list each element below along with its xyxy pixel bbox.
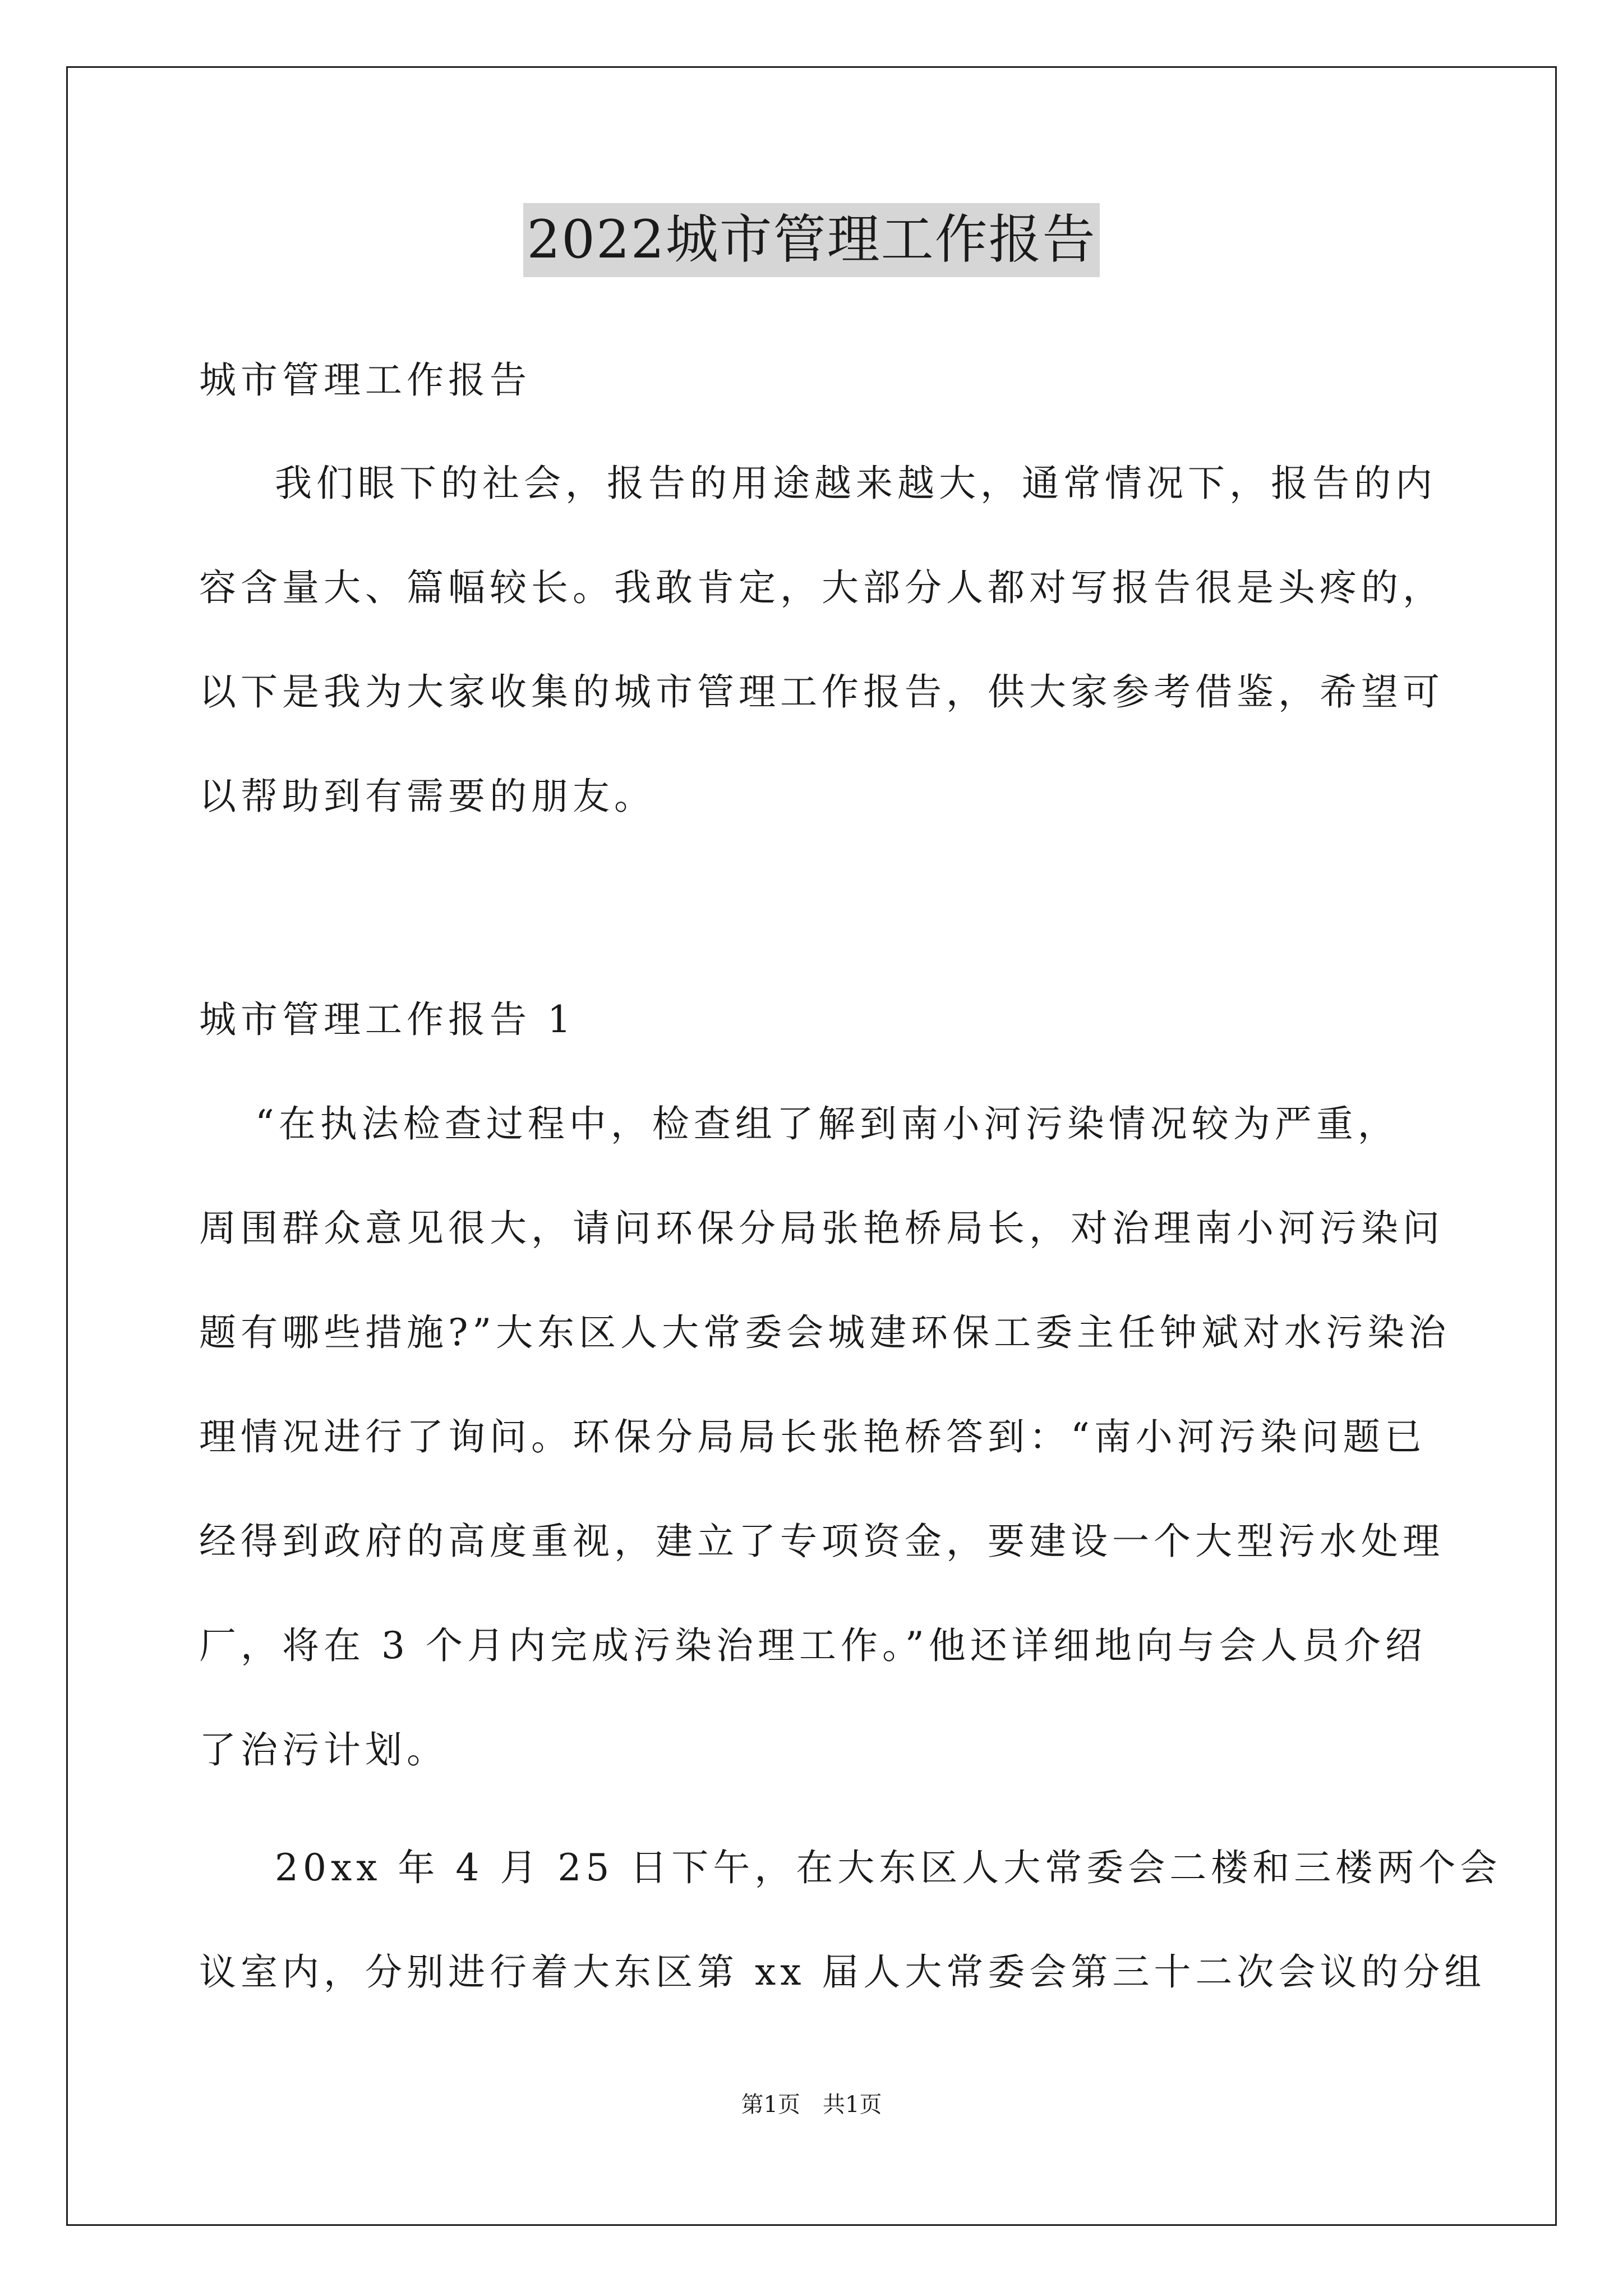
para2-line: 议室内，分别进行着大东区第 xx 届人大常委会第三十二次会议的分组 <box>199 1950 1486 1994</box>
document-title-container <box>0 203 1623 277</box>
intro-line: 以帮助到有需要的朋友。 <box>199 775 656 818</box>
intro-line: 以下是我为大家收集的城市管理工作报告，供大家参考借鉴，希望可 <box>199 670 1444 714</box>
intro-line: 我们眼下的社会，报告的用途越来越大，通常情况下，报告的内 <box>275 462 1437 505</box>
para1-line: 周围群众意见很大，请问环保分局张艳桥局长，对治理南小河污染问 <box>199 1207 1444 1250</box>
para1-line: 厂，将在 3 个月内完成污染治理工作。”他还详细地向与会人员介绍 <box>199 1624 1427 1667</box>
page-footer: 第1页 共1页 <box>741 2092 882 2118</box>
para1-line: 经得到政府的高度重视，建立了专项资金，要建设一个大型污水处理 <box>199 1520 1444 1563</box>
para1-line: 题有哪些措施?”大东区人大常委会城建环保工委主任钟斌对水污染治 <box>199 1311 1451 1354</box>
document-title: 2022城市管理工作报告 <box>523 203 1099 277</box>
para1-line: 了治污计划。 <box>199 1728 448 1772</box>
para1-line: 理情况进行了询问。环保分局局长张艳桥答到：“南小河污染问题已 <box>199 1415 1426 1458</box>
section-heading: 城市管理工作报告 1 <box>199 998 575 1041</box>
section-heading: 城市管理工作报告 <box>199 358 531 402</box>
para1-line: “在执法检查过程中，检查组了解到南小河污染情况较为严重， <box>255 1102 1399 1145</box>
intro-line: 容含量大、篇幅较长。我敢肯定，大部分人都对写报告很是头疼的， <box>199 566 1444 609</box>
para2-line: 20xx 年 4 月 25 日下午，在大东区人大常委会二楼和三楼两个会 <box>275 1846 1502 1889</box>
